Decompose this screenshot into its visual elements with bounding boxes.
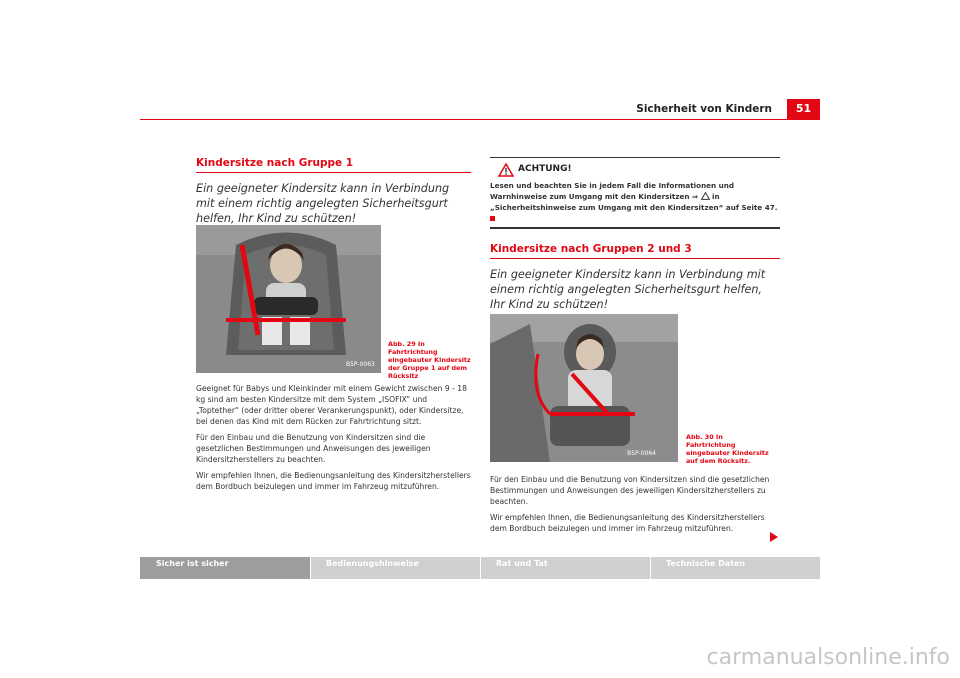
- end-marker-icon: [490, 216, 495, 221]
- warning-box: [490, 157, 780, 229]
- figure-code: B5P-0064: [627, 450, 656, 457]
- section-heading-group23: Kindersitze nach Gruppen 2 und 3: [490, 243, 692, 255]
- footer-tab-sicher-ist-sicher[interactable]: Sicher ist sicher: [140, 557, 310, 579]
- figure-29-caption: Abb. 29 In Fahrtrichtung eingebauter Kindersitz der Gruppe 1 auf dem Rücksitz: [388, 340, 471, 380]
- warning-top-rule: [490, 157, 780, 158]
- section-intro: Ein geeigneter Kindersitz kann in Verbindung mit einem richtig angelegten Sicherheitsgurt helfen, Ihr Kind zu schützen!: [490, 268, 766, 311]
- figure-30-photo: [490, 314, 678, 462]
- page-header-title: Sicherheit von Kindern: [636, 103, 772, 115]
- section-heading-group1: Kindersitze nach Gruppe 1: [196, 157, 354, 169]
- figure-code: B5P-0063: [346, 361, 375, 368]
- footer-nav: [140, 557, 820, 579]
- right-body: [490, 474, 780, 539]
- section-intro: Ein geeigneter Kindersitz kann in Verbindung mit einem richtig angelegten Sicherheitsgurt helfen, Ihr Kind zu schützen!: [196, 182, 450, 225]
- paragraph: Für den Einbau und die Benutzung von Kindersitzen sind die gesetzlichen Bestimmungen und Anweisungen des jeweiligen Kindersitzherstellers zu beachten.: [196, 433, 431, 464]
- warning-text-part2[interactable]: in „Sicherheitshinweise zum Umgang mit den Kindersitzen“ auf Seite 47.: [490, 192, 778, 212]
- figure-29-photo: [196, 225, 381, 373]
- right-section: [490, 243, 780, 312]
- paragraph: Wir empfehlen Ihnen, die Bedienungsanleitung des Kindersitzherstellers dem Bordbuch beizulegen und immer im Fahrzeug mitzuführen.: [196, 471, 471, 491]
- page-number: 51: [787, 99, 820, 119]
- warning-bottom-rule: [490, 227, 780, 229]
- warning-ref-icon: [701, 192, 710, 200]
- next-page-arrow-icon[interactable]: [770, 532, 778, 542]
- figure-30-caption: Abb. 30 In Fahrtrichtung eingebauter Kindersitz auf dem Rücksitz.: [686, 433, 769, 465]
- watermark: carmanualsonline.info: [706, 645, 950, 670]
- section-rule: [490, 258, 780, 259]
- left-body: [196, 383, 471, 497]
- warning-title: ACHTUNG!: [518, 164, 572, 174]
- warning-text: [490, 180, 780, 224]
- warning-text-part1: Lesen und beachten Sie in jedem Fall die Informationen und Warnhinweise zum Umgang mit den Kindersitzen ⇒: [490, 181, 735, 201]
- footer-tab-rat-und-tat[interactable]: Rat und Tat: [496, 559, 548, 568]
- paragraph: Für den Einbau und die Benutzung von Kindersitzen sind die gesetzlichen Bestimmungen und Anweisungen des jeweiligen Kindersitzherstellers zu beachten.: [490, 475, 770, 506]
- paragraph: Wir empfehlen Ihnen, die Bedienungsanleitung des Kindersitzherstellers dem Bordbuch beizulegen und immer im Fahrzeug mitzuführen.: [490, 513, 765, 533]
- warning-triangle-icon: [498, 163, 514, 177]
- footer-tab-technische-daten[interactable]: Technische Daten: [666, 559, 746, 568]
- section-rule: [196, 172, 471, 173]
- footer-tab-bedienungshinweise[interactable]: Bedienungshinweise: [326, 559, 419, 568]
- left-section: [196, 157, 471, 226]
- child-seat-group1-illustration: [196, 225, 381, 373]
- child-seat-group23-illustration: [490, 314, 678, 462]
- warning-header: [490, 164, 780, 174]
- paragraph: Geeignet für Babys und Kleinkinder mit einem Gewicht zwischen 9 - 18 kg sind am besten Kindersitze mit dem System „ISOFIX“ und „Toptether“ (oder dritter oberer Verankerungspunkt), oder Kindersitze, bei denen das Kind mit dem Rücken zur Fahrtrichtung sitzt.: [196, 384, 467, 426]
- header-rule: [140, 119, 820, 120]
